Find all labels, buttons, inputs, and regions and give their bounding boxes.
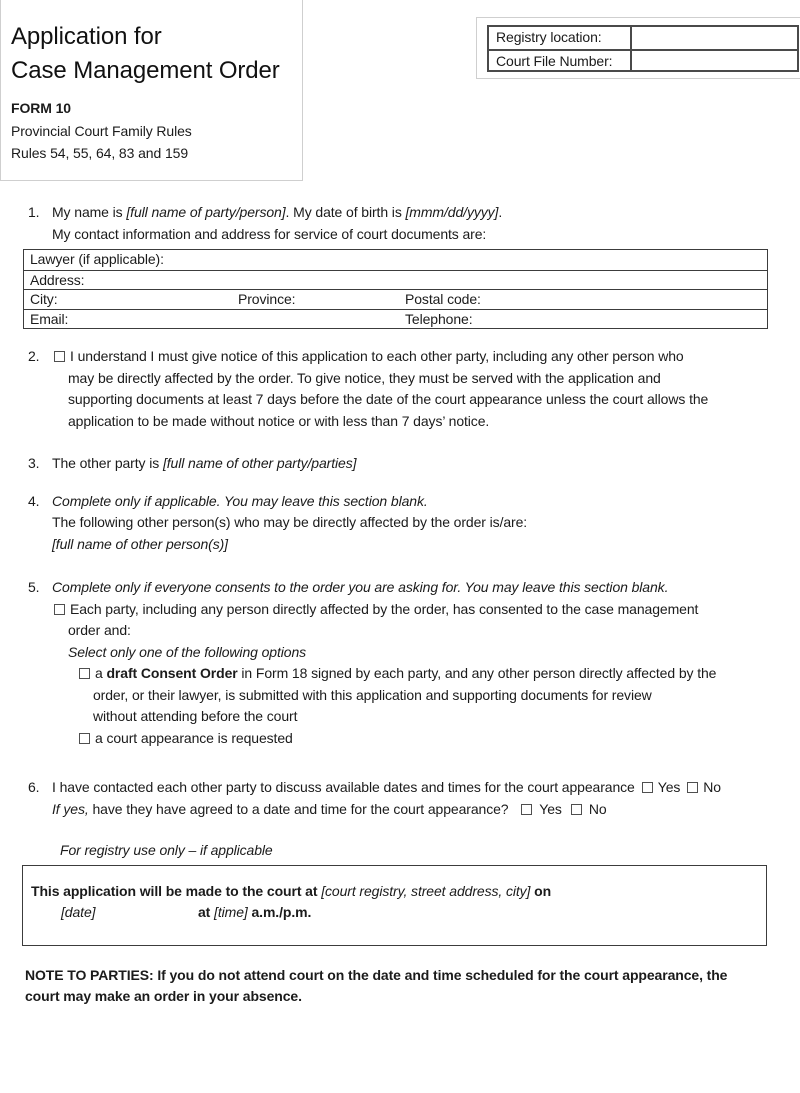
form-subtitle-rules: Provincial Court Family Rules [11,122,192,139]
agreed-no-checkbox[interactable] [571,804,582,815]
notice-acknowledgement-checkbox[interactable] [54,351,65,362]
date-placeholder: [date] [61,904,96,920]
form-title-block [0,0,303,181]
address-label: Address: [30,271,85,288]
item-1-line1: My name is [full name of party/person]. My date of birth is [mmm/dd/yyyy]. [52,204,503,220]
contacted-yes-checkbox[interactable] [642,782,653,793]
notice-paragraph [54,346,774,432]
item-1-number: 1. [28,204,40,220]
item-3-line1: The other party is [full name of other party/parties] [52,455,357,471]
province-label: Province: [238,291,296,307]
note-line2: court may make an order in your absence. [25,988,302,1004]
form-title-line2: Case Management Order [11,57,280,84]
contacted-no-checkbox[interactable] [687,782,698,793]
email-telephone-field[interactable] [24,309,767,329]
dob-placeholder: [mmm/dd/yyyy] [405,204,499,220]
item-2-line4: application to be made without notice or with less than 7 days’ notice. [68,412,490,429]
city-province-postal-field[interactable] [24,289,767,309]
item-4-instruction: Complete only if applicable. You may leave this section blank. [52,492,428,509]
item-3-other-party [28,453,774,475]
item-6-line2: If yes, have they have agreed to a date and time for the court appearance? Yes No [52,800,607,817]
court-registry-placeholder: [court registry, street address, city] [321,882,531,899]
registry-use-note: For registry use only – if applicable [60,842,273,858]
other-party-placeholder: [full name of other party/parties] [162,455,357,471]
option-draft-consent-order [79,663,774,728]
registry-location-field[interactable] [632,27,797,49]
court-file-number-row [489,49,797,71]
time-group: at [time] a.m./p.m. [198,904,312,920]
form-title-line1: Application for [11,23,162,50]
item-6-number: 6. [28,779,40,795]
item-1-line2: My contact information and address for service of court documents are: [52,225,487,242]
other-persons-placeholder: [full name of other person(s)] [52,535,228,552]
item-2-line3: supporting documents at least 7 days before the date of the court appearance unless the court allows the [68,391,709,407]
hearing-details-box [22,865,767,946]
lawyer-field[interactable] [24,250,767,270]
item-2-line1: I understand I must give notice of this application to each other party, including any other person who [54,346,774,368]
consent-paragraph [54,599,774,642]
option-1-line2: order, or their lawyer, is submitted with this application and supporting documents for review [93,686,652,703]
item-5-consent-line1: Each party, including any person directly affected by the order, has consented to the case management [54,599,774,621]
item-5-consent [28,577,774,749]
item-4-other-persons [28,491,774,556]
item-6-line1: I have contacted each other party to discuss available dates and times for the court appearance Yes No [52,779,721,795]
registry-block [476,17,800,79]
email-label: Email: [30,310,69,327]
postal-code-label: Postal code: [405,291,481,307]
registry-table [487,25,799,72]
address-field[interactable] [24,270,767,290]
option-1-line3: without attending before the court [93,708,298,724]
form-number: FORM 10 [11,100,71,116]
item-2-notice [28,346,774,432]
agreed-yes-checkbox[interactable] [521,804,532,815]
court-file-number-label: Court File Number: [489,51,632,71]
registry-location-label: Registry location: [489,27,632,49]
city-label: City: [30,291,58,307]
select-one-instruction: Select only one of the following options [68,643,307,660]
item-2-line2: may be directly affected by the order. To give notice, they must be served with the application and [68,369,661,386]
item-2-number: 2. [28,348,40,364]
lawyer-label: Lawyer (if applicable): [30,251,164,267]
item-6-contact-dates [28,777,774,820]
contact-table [23,249,768,329]
item-4-number: 4. [28,492,40,509]
telephone-label: Telephone: [405,310,473,327]
registry-location-row [489,27,797,49]
item-5-instruction: Complete only if everyone consents to the order you are asking for. You may leave this section blank. [52,579,669,595]
item-1-name [28,202,774,329]
hearing-line1: This application will be made to the court at [court registry, street address, city] on [31,882,552,899]
court-appearance-checkbox[interactable] [79,733,90,744]
option-1-line1: a draft Consent Order in Form 18 signed by each party, and any other person directly affected by the [79,663,774,685]
consent-checkbox[interactable] [54,604,65,615]
item-3-number: 3. [28,455,40,471]
item-5-consent-line2: order and: [68,622,131,638]
note-line1: NOTE TO PARTIES: If you do not attend court on the date and time scheduled for the court appearance, the [25,966,728,983]
hearing-line2 [31,902,756,924]
item-5-number: 5. [28,579,40,595]
option-court-appearance [79,728,774,750]
item-4-line2: The following other person(s) who may be directly affected by the order is/are: [52,514,528,530]
form-subtitle-rule-numbers: Rules 54, 55, 64, 83 and 159 [11,145,189,161]
note-to-parties [25,965,755,1008]
option-2-line1: a court appearance is requested [79,728,774,750]
draft-consent-order-checkbox[interactable] [79,668,90,679]
court-file-number-field[interactable] [632,51,797,71]
time-placeholder: [time] [214,904,248,920]
name-placeholder: [full name of party/person] [126,204,286,220]
